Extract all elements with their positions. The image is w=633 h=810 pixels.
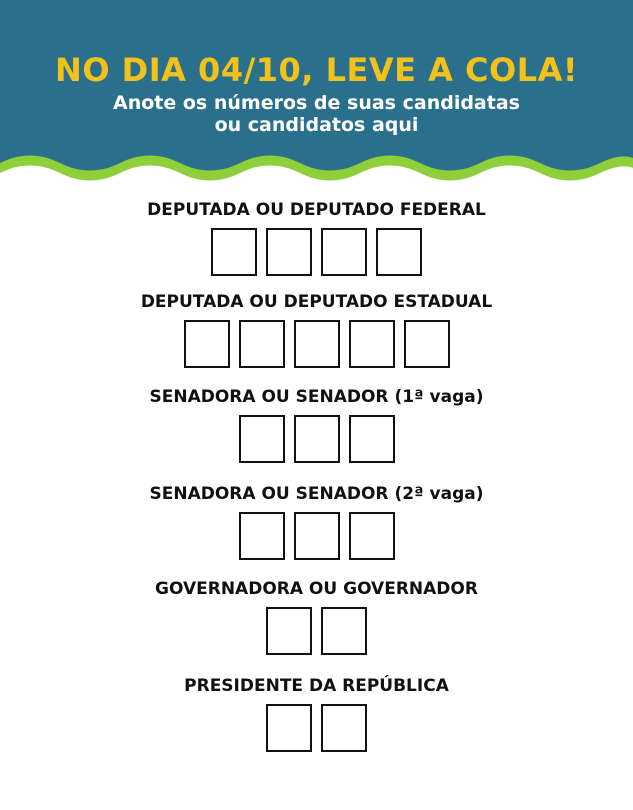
office-label: DEPUTADA OU DEPUTADO ESTADUAL — [140, 292, 493, 312]
digit-box[interactable] — [294, 415, 340, 463]
office-governor — [0, 577, 633, 655]
office-senator-1 — [0, 385, 633, 463]
subtitle-line-2: ou candidatos aqui — [214, 114, 419, 136]
digit-box[interactable] — [321, 228, 367, 276]
digit-boxes — [0, 512, 633, 560]
page-title: NO DIA 04/10, LEVE A COLA! — [55, 51, 578, 89]
digit-box[interactable] — [266, 228, 312, 276]
digit-boxes — [0, 320, 633, 368]
digit-box[interactable] — [349, 415, 395, 463]
office-president — [0, 674, 633, 752]
digit-box[interactable] — [294, 512, 340, 560]
office-label: DEPUTADA OU DEPUTADO FEDERAL — [147, 200, 486, 220]
office-label: GOVERNADORA OU GOVERNADOR — [155, 579, 478, 599]
office-state-deputy — [0, 290, 633, 368]
page-subtitle — [0, 92, 633, 136]
digit-boxes — [0, 228, 633, 276]
digit-box[interactable] — [266, 704, 312, 752]
subtitle-line-1: Anote os números de suas candidatas — [113, 92, 520, 114]
header-banner — [0, 0, 633, 190]
digit-boxes — [0, 704, 633, 752]
digit-boxes — [0, 607, 633, 655]
digit-box[interactable] — [184, 320, 230, 368]
digit-box[interactable] — [266, 607, 312, 655]
digit-box[interactable] — [239, 512, 285, 560]
digit-box[interactable] — [239, 415, 285, 463]
digit-box[interactable] — [321, 607, 367, 655]
digit-box[interactable] — [349, 512, 395, 560]
digit-box[interactable] — [349, 320, 395, 368]
digit-boxes — [0, 415, 633, 463]
digit-box[interactable] — [321, 704, 367, 752]
digit-box[interactable] — [404, 320, 450, 368]
office-label: SENADORA OU SENADOR (1ª vaga) — [149, 387, 484, 407]
office-label: SENADORA OU SENADOR (2ª vaga) — [149, 484, 484, 504]
digit-box[interactable] — [294, 320, 340, 368]
office-senator-2 — [0, 482, 633, 560]
digit-box[interactable] — [211, 228, 257, 276]
digit-box[interactable] — [376, 228, 422, 276]
office-federal-deputy — [0, 198, 633, 276]
digit-box[interactable] — [239, 320, 285, 368]
office-label: PRESIDENTE DA REPÚBLICA — [184, 676, 449, 696]
